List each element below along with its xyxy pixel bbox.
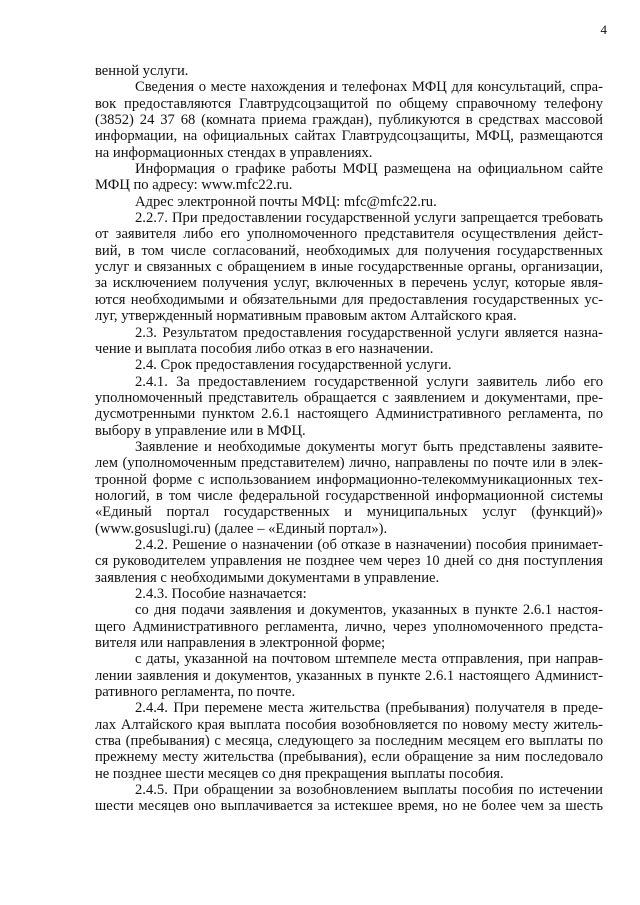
text-line: луг, утвержденный нормативным правовым актом Алтайского края.	[95, 308, 517, 325]
text-line: лах Алтайского края выплата пособия возобновляется по новому месту житель-	[95, 716, 603, 733]
text-line: 2.4.1. За предоставлением государственной услуги заявитель либо его	[135, 373, 603, 390]
text-line: 2.2.7. При предоставлении государственной услуги запрещается требовать	[135, 210, 603, 227]
text-line: щего Административного регламента, лично, через уполномоченного предста-	[95, 618, 603, 635]
text-line: от заявителя либо его уполномоченного представителя осуществления дейст-	[95, 226, 603, 243]
paragraph	[95, 374, 603, 439]
text-line: Информация о графике работы МФЦ размещена на официальном сайте	[135, 161, 603, 178]
paragraph	[95, 700, 603, 782]
text-line: вок предоставляются Главтрудсоцзащитой по общему справочному телефону	[95, 95, 603, 112]
paragraph	[95, 210, 603, 324]
text-line: 2.4.2. Решение о назначении (об отказе в назначении) пособия принимает-	[135, 536, 603, 553]
text-line: вителя или направления в электронной форме;	[95, 635, 386, 652]
paragraph	[95, 602, 603, 651]
text-line: «Единый портал государственных и муниципальных услуг (функций)»	[95, 504, 603, 521]
paragraph	[95, 194, 603, 210]
text-line: ся руководителем управления не позднее чем через 10 дней со дня поступления	[95, 553, 603, 570]
text-line: чение и выплата пособия либо отказ в его назначении.	[95, 340, 434, 357]
text-line: 2.4.5. При обращении за возобновлением выплаты пособия по истечении	[135, 782, 603, 799]
text-line: тронной форме с использованием информационно-телекоммуникационных тех-	[95, 471, 603, 488]
text-line: 2.4. Срок предоставления государственной услуги.	[135, 357, 452, 374]
paragraph	[95, 357, 603, 373]
page-number: 4	[600, 22, 607, 37]
paragraph	[95, 161, 603, 194]
text-line: прежнему месту жительства (пребывания), если обращение за ним последовало	[95, 749, 603, 766]
text-line: не позднее шести месяцев со дня прекращения выплаты пособия.	[95, 765, 504, 782]
text-line: информации, на официальных сайтах Главтрудсоцзащиты, МФЦ, размещаются	[95, 128, 603, 145]
text-line: заявления с необходимыми документами в управление.	[95, 569, 440, 586]
paragraph	[95, 651, 603, 700]
text-line: с даты, указанной на почтовом штемпеле места отправления, при направ-	[135, 651, 603, 668]
paragraph	[95, 439, 603, 537]
paragraph	[95, 782, 603, 815]
text-line: нологий, в том числе федеральной государственной информационной системы	[95, 487, 603, 504]
text-line: 2.3. Результатом предоставления государственной услуги является назна-	[135, 324, 603, 341]
paragraph	[95, 325, 603, 358]
text-line: на информационных стендах в управлениях.	[95, 144, 373, 161]
text-line: ративного регламента, по почте.	[95, 684, 296, 701]
text-line: Заявление и необходимые документы могут быть представлены заявите-	[135, 438, 603, 455]
text-line: ются необходимыми и обязательными для предоставления государственных ус-	[95, 291, 603, 308]
text-line: Сведения о месте нахождения и телефонах МФЦ для консультаций, спра-	[135, 79, 603, 96]
paragraph	[95, 63, 603, 79]
text-line: услуг и связанных с обращением в иные государственные органы, организации,	[95, 259, 603, 276]
paragraph	[95, 537, 603, 586]
text-line: за исключением получения услуг, включенных в перечень услуг, которые явля-	[95, 275, 603, 292]
text-line: 2.4.3. Пособие назначается:	[135, 586, 307, 602]
document-body	[95, 63, 603, 815]
text-line: шести месяцев оно выплачивается за истекшее время, но не более чем за шесть	[95, 798, 603, 815]
text-line: лении заявления и документов, указанных в пункте 2.6.1 настоящего Админист-	[95, 667, 603, 684]
text-line: уполномоченный представитель обращается с заявлением и документами, пре-	[95, 389, 603, 406]
text-line: (www.gosuslugi.ru) (далее – «Единый портал»).	[95, 520, 388, 537]
text-line: Адрес электронной почты МФЦ: mfc@mfc22.ru.	[135, 193, 437, 210]
paragraph	[95, 79, 603, 161]
text-line: лем (уполномоченным представителем) лично, направлены по почте или в элек-	[95, 455, 603, 472]
text-line: 2.4.4. При перемене места жительства (пребывания) получателя в преде-	[135, 700, 603, 717]
text-line: со дня подачи заявления и документов, указанных в пункте 2.6.1 настоя-	[135, 602, 603, 619]
text-line: МФЦ по адресу: www.mfc22.ru.	[95, 177, 293, 194]
text-line: выбору в управление или в МФЦ.	[95, 422, 306, 439]
text-line: вий, в том числе согласований, необходимых для получения государственных	[95, 242, 603, 259]
paragraph	[95, 586, 603, 602]
text-line: венной услуги.	[95, 63, 189, 79]
text-line: дусмотренными пунктом 2.6.1 настоящего Административного регламента, по	[95, 406, 603, 423]
text-line: (3852) 24 37 68 (комната приема граждан), публикуются в средствах массовой	[95, 112, 603, 129]
text-line: ства (пребывания) с месяца, следующего за последним месяцем его выплаты по	[95, 733, 603, 750]
